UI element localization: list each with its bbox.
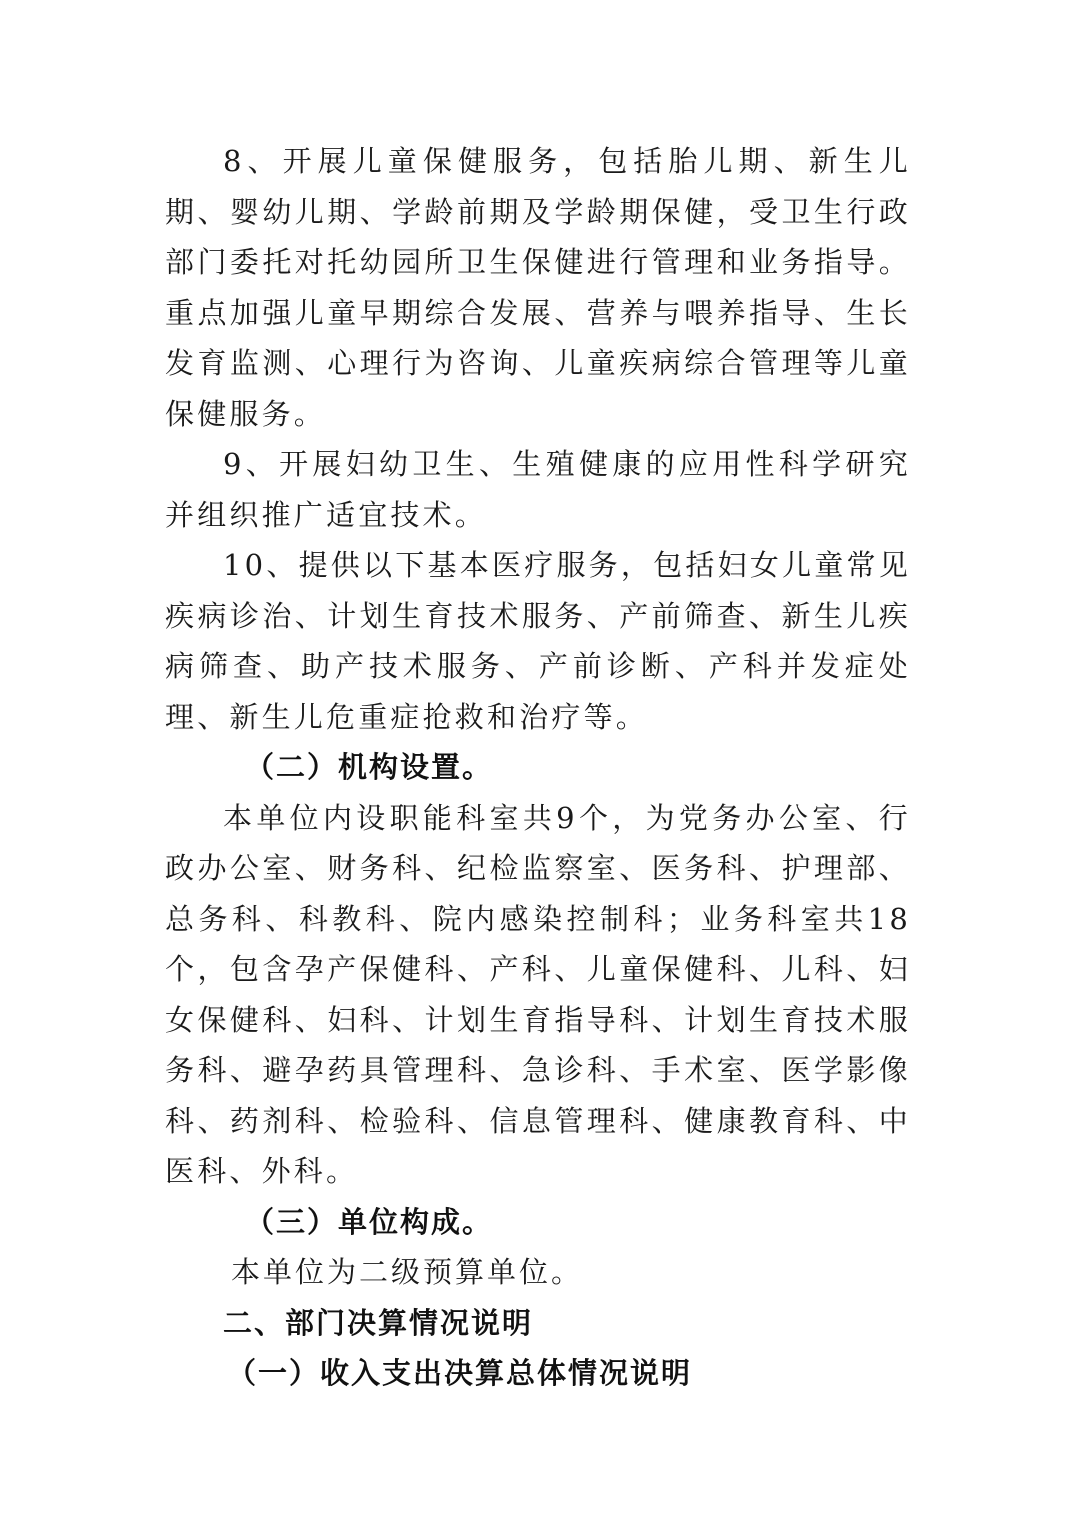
document-body bbox=[165, 136, 911, 1399]
paragraph-org-structure: 本单位内设职能科室共9个，为党务办公室、行政办公室、财务科、纪检监察室、医务科、护理部、总务科、科教科、院内感染控制科；业务科室共18个，包含孕产保健科、产科、儿童保健科、儿科、妇女保健科、妇科、计划生育指导科、计划生育技术服务科、避孕药具管理科、急诊科、手术室、医学影像科、药剂科、检验科、信息管理科、健康教育科、中医科、外科。 bbox=[165, 800, 911, 1188]
paragraph-unit-composition: 本单位为二级预算单位。 bbox=[231, 1255, 584, 1289]
paragraph-item-8: 8、开展儿童保健服务，包括胎儿期、新生儿期、婴幼儿期、学龄前期及学龄期保健，受卫生行政部门委托对托幼园所卫生保健进行管理和业务指导。重点加强儿童早期综合发展、营养与喂养指导、生长发育监测、心理行为咨询、儿童疾病综合管理等儿童保健服务。 bbox=[165, 144, 911, 431]
heading-org-structure: （二）机构设置。 bbox=[245, 750, 494, 784]
heading-unit-composition: （三）单位构成。 bbox=[245, 1204, 494, 1239]
heading-final-accounts: 二、部门决算情况说明 bbox=[223, 1305, 534, 1340]
heading-income-expenditure: （一）收入支出决算总体情况说明 bbox=[227, 1356, 693, 1390]
paragraph-item-10: 10、提供以下基本医疗服务，包括妇女儿童常见疾病诊治、计划生育技术服务、产前筛查、新生儿疾病筛查、助产技术服务、产前诊断、产科并发症处理、新生儿危重症抢救和治疗等。 bbox=[165, 548, 911, 734]
paragraph-item-9: 9、开展妇幼卫生、生殖健康的应用性科学研究并组织推广适宜技术。 bbox=[165, 447, 911, 532]
